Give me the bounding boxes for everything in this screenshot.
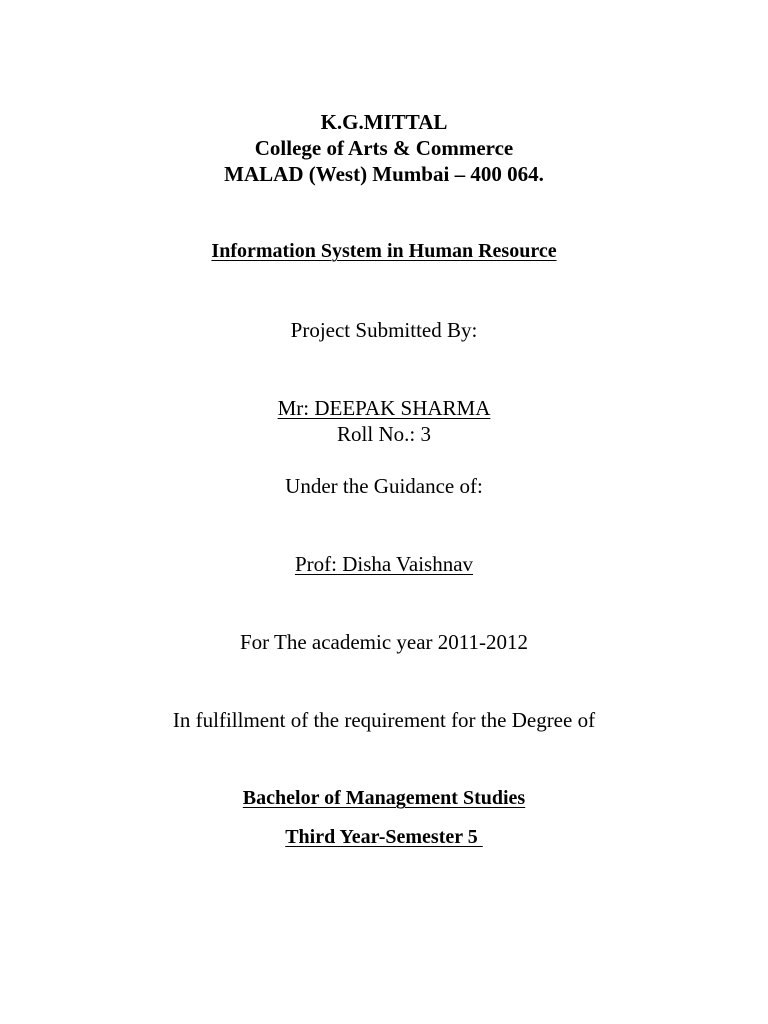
degree-semester-wrap xyxy=(0,824,768,850)
college-full-name: College of Arts & Commerce xyxy=(254,136,514,160)
academic-year: For The academic year 2011-2012 xyxy=(239,630,529,654)
degree-name: Bachelor of Management Studies xyxy=(242,787,526,809)
college-address: MALAD (West) Mumbai – 400 064. xyxy=(224,162,544,186)
guide-name: Prof: Disha Vaishnav xyxy=(294,552,474,576)
guide-name-wrap xyxy=(0,551,768,577)
degree-name-wrap xyxy=(0,785,768,811)
project-title-wrap xyxy=(0,238,768,264)
student-name-wrap xyxy=(0,395,768,421)
roll-number: Roll No.: 3 xyxy=(337,422,431,446)
student-name: Mr: DEEPAK SHARMA xyxy=(277,396,491,420)
college-name: K.G.MITTAL xyxy=(320,110,448,134)
degree-semester: Third Year-Semester 5 xyxy=(285,826,483,848)
fulfillment-statement: In fulfillment of the requirement for the Degree of xyxy=(172,708,596,732)
guidance-label: Under the Guidance of: xyxy=(285,474,483,498)
project-title: Information System in Human Resource xyxy=(211,240,557,262)
submitted-by-label: Project Submitted By: xyxy=(290,318,478,342)
